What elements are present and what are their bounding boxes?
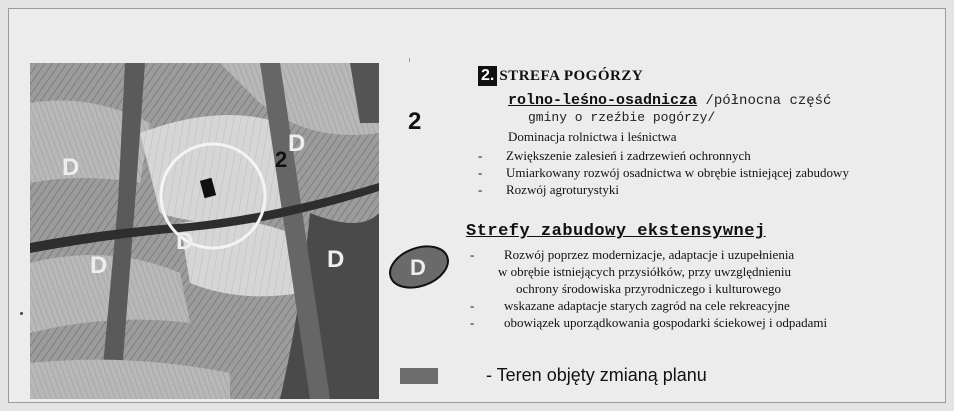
zone-map (30, 63, 379, 399)
extensive-title: Strefy zabudowy ekstensywnej (466, 222, 766, 241)
list-item: - Rozwój agroturystyki (478, 181, 849, 198)
map-label-d: D (327, 246, 345, 273)
heading-title: STREFA POGÓRZY (499, 67, 644, 84)
map-label-d: D (62, 154, 80, 181)
map-label-d: D (288, 130, 306, 157)
subtitle-main: rolno-leśno-osadnicza (508, 92, 698, 109)
heading-number: 2. (478, 66, 497, 86)
tick-mark (409, 58, 410, 62)
legend-text: - Teren objęty zmianą planu (486, 365, 707, 385)
zone-lead: Dominacja rolnictwa i leśnictwa (508, 129, 677, 144)
list-item-continuation: w obrębie istniejących przysiółków, przy uwzględnieniu (498, 264, 792, 279)
extensive-bullets (470, 246, 827, 331)
zone-heading (478, 66, 643, 86)
list-item: - Zwiększenie zalesień i zadrzewień ochronnych (478, 147, 849, 164)
subtitle-rest: /północna część (697, 93, 832, 109)
list-item: - Umiarkowany rozwój osadnictwa w obrębie istniejącej zabudowy (478, 164, 849, 181)
list-item: - obowiązek uporządkowania gospodarki ściekowej i odpadami (470, 314, 827, 331)
zone2-bullets (478, 147, 849, 198)
oval-label: D (410, 255, 426, 280)
zone-subtitle (508, 92, 831, 109)
map-area (180, 220, 300, 297)
list-item: - Rozwój poprzez modernizacje, adaptacje i uzupełnienia (470, 246, 827, 263)
zone-number: 2 (408, 108, 422, 135)
subtitle-line2: gminy o rzeźbie pogórzy/ (528, 110, 716, 125)
map-label-d: D (176, 228, 194, 255)
extensive-zone-oval (386, 242, 452, 292)
list-item-continuation: ochrony środowiska przyrodniczego i kulturowego (516, 281, 781, 296)
margin-dot (20, 312, 23, 315)
list-item: - wskazane adaptacje starych zagród na cele rekreacyjne (470, 297, 827, 314)
legend-swatch (400, 368, 438, 384)
map-zone-number: 2 (275, 147, 288, 172)
map-label-d: D (90, 252, 108, 279)
